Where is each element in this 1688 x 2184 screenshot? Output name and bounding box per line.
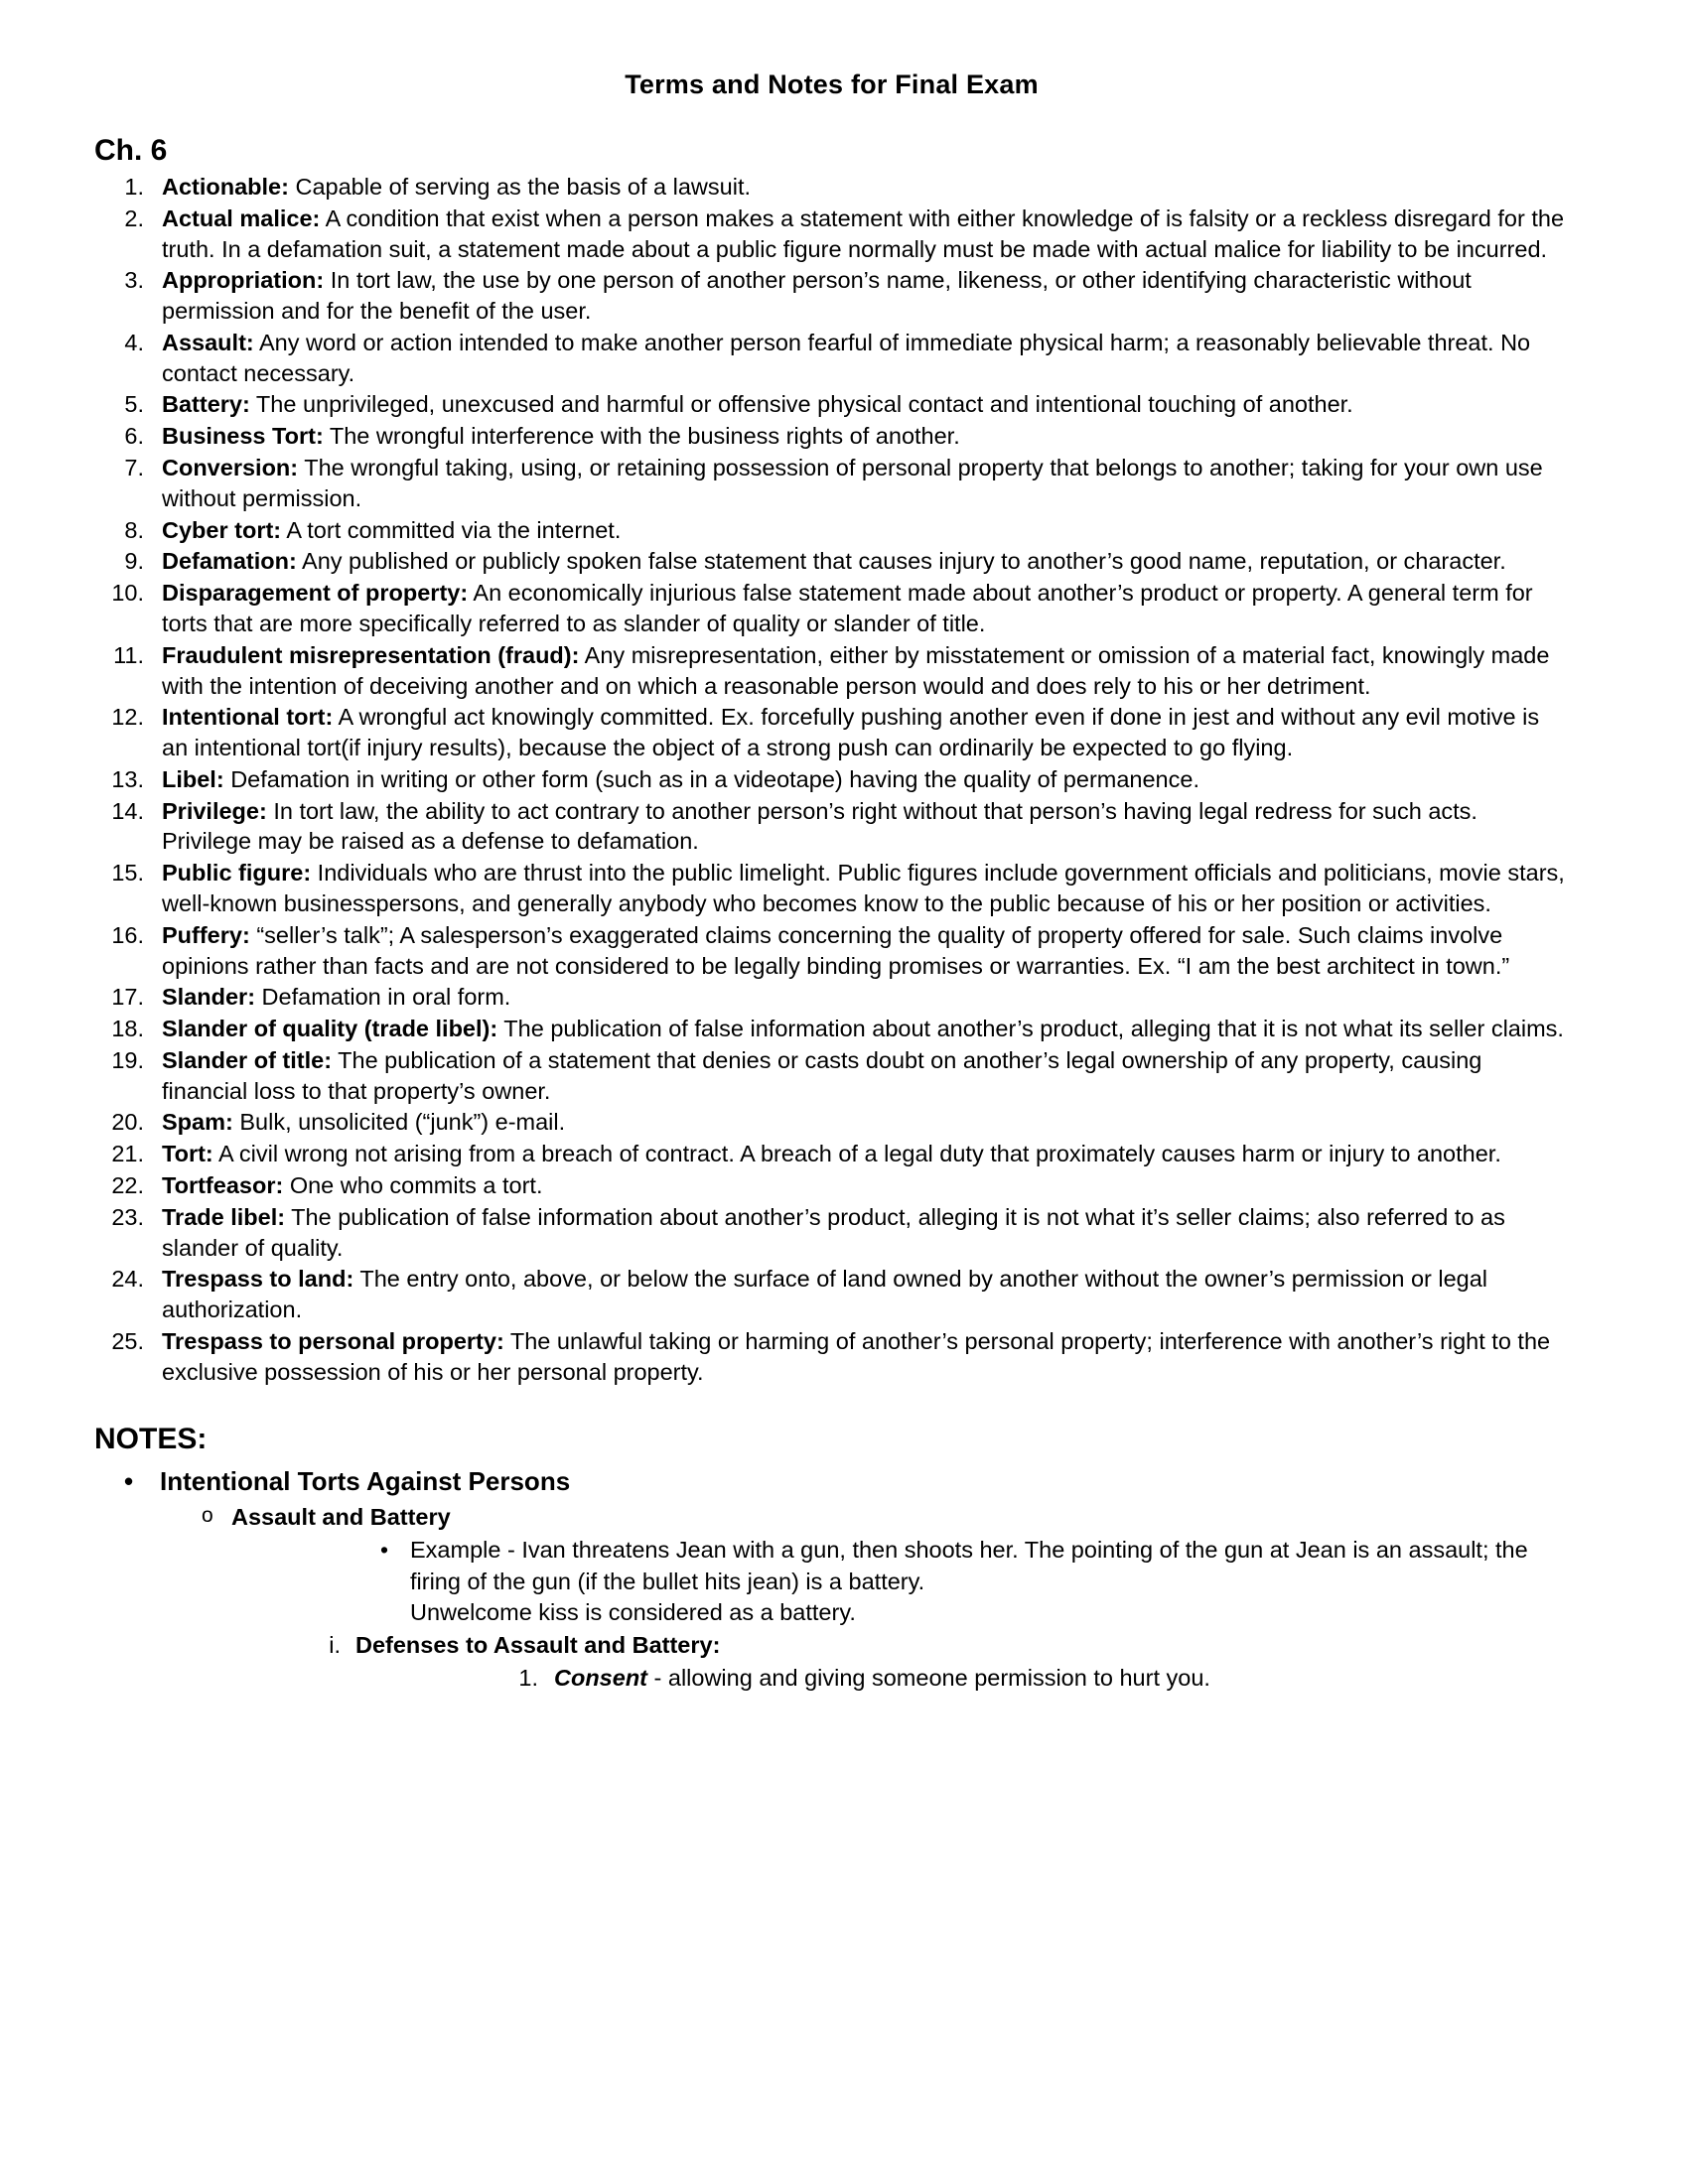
term-definition: The wrongful taking, using, or retaining possession of personal property that belongs to another; taking for your own use without permission. (162, 455, 1543, 511)
term-definition: In tort law, the use by one person of another person’s name, likeness, or other identifying characteristic without permission and for the benefit of the user. (162, 267, 1472, 325)
term-number: 2. (124, 205, 144, 231)
outline-label-level2: Assault and Battery (231, 1503, 451, 1530)
term-definition: The unprivileged, unexcused and harmful or offensive physical contact and intentional touching of another. (249, 391, 1353, 418)
outline-sublist-level2 (160, 1502, 1569, 1695)
term-number: 9. (124, 548, 144, 575)
term-name: Privilege: (162, 797, 267, 824)
term-name: Spam: (162, 1109, 233, 1136)
term-name: Appropriation: (162, 267, 325, 294)
term-definition: The entry onto, above, or below the surface of land owned by another without the owner’s permission or legal authorization. (162, 1266, 1488, 1323)
term-item (94, 453, 1569, 514)
term-item (94, 1045, 1569, 1107)
term-name: Trespass to personal property: (162, 1327, 504, 1354)
term-definition: Capable of serving as the basis of a lawsuit. (288, 174, 752, 200)
term-definition: In tort law, the ability to act contrary to another person’s right without that person’s having legal redress for such acts. Privilege may be raised as a defense to defamation. (162, 797, 1477, 855)
term-definition: Defamation in oral form. (255, 984, 511, 1011)
chapter-heading: Ch. 6 (94, 134, 168, 167)
term-definition: “seller’s talk”; A salesperson’s exaggerated claims concerning the quality of property offered for sale. Such claims involve opinions rather than facts and are not considered to be legally binding promises or warranties. Ex. “I am the best architect in town.” (162, 921, 1510, 979)
term-definition: Any word or action intended to make another person fearful of immediate physical harm; a reasonably believable threat. No contact necessary. (162, 329, 1531, 386)
term-number: 14. (111, 797, 144, 824)
outline-item-consent (355, 1663, 1569, 1694)
term-name: Conversion: (162, 455, 299, 481)
term-item (94, 858, 1569, 919)
term-name: Puffery: (162, 921, 250, 948)
term-name: Slander: (162, 984, 256, 1011)
term-item (94, 1202, 1569, 1264)
term-number: 25. (111, 1327, 144, 1354)
term-item (94, 1107, 1569, 1138)
term-number: 22. (111, 1172, 144, 1198)
term-item (94, 764, 1569, 795)
term-item (94, 1264, 1569, 1325)
circle-bullet-icon: o (202, 1503, 213, 1527)
term-definition: One who commits a tort. (283, 1172, 543, 1198)
outline-item-defenses (231, 1630, 1569, 1695)
term-item (94, 796, 1569, 858)
term-name: Tort: (162, 1141, 213, 1167)
term-definition: A tort committed via the internet. (281, 516, 622, 543)
notes-outline (94, 1464, 1569, 1694)
term-definition: Bulk, unsolicited (“junk”) e-mail. (232, 1109, 566, 1136)
term-item (94, 172, 1569, 203)
term-number: 5. (124, 391, 144, 418)
term-name: Disparagement of property: (162, 580, 469, 607)
term-item (94, 578, 1569, 639)
outline-sublist-roman (231, 1630, 1569, 1695)
term-item (94, 421, 1569, 452)
term-item (94, 1170, 1569, 1201)
term-name: Slander of title: (162, 1046, 333, 1073)
term-name: Battery: (162, 391, 250, 418)
defense-term: Consent (554, 1665, 647, 1692)
term-number: 6. (124, 423, 144, 450)
term-number: 20. (111, 1109, 144, 1136)
term-number: 11. (113, 641, 144, 668)
outline-sublist-level3 (231, 1535, 1569, 1628)
term-item (94, 982, 1569, 1013)
term-name: Public figure: (162, 860, 312, 887)
term-name: Fraudulent misrepresentation (fraud): (162, 641, 580, 668)
term-item (94, 1326, 1569, 1388)
term-name: Tortfeasor: (162, 1172, 284, 1198)
term-item (94, 640, 1569, 702)
page-title: Terms and Notes for Final Exam (625, 69, 1039, 99)
term-definition: The publication of false information about another’s product, alleging that it is not what its seller claims. (497, 1016, 1564, 1042)
term-item (94, 546, 1569, 577)
example-text-line-1: Example - Ivan threatens Jean with a gun, then shoots her. The pointing of the gun at Jean is an assault; the firing of the gun (if the bullet hits jean) is a battery. (410, 1537, 1528, 1594)
term-number: 15. (111, 860, 144, 887)
term-number: 10. (111, 580, 144, 607)
term-item (94, 389, 1569, 420)
term-definition: The publication of a statement that denies or casts doubt on another’s legal ownership of any property, causing financial loss to that property’s owner. (162, 1046, 1482, 1104)
term-definition: The wrongful interference with the business rights of another. (323, 423, 960, 450)
term-number: 8. (124, 516, 144, 543)
example-text-line-2: Unwelcome kiss is considered as a battery. (410, 1598, 856, 1625)
term-definition: The unlawful taking or harming of another’s personal property; interference with another’s right to the exclusive possession of his or her personal property. (162, 1327, 1551, 1385)
term-number: 4. (124, 329, 144, 355)
term-number: 24. (111, 1266, 144, 1293)
term-number: 19. (111, 1046, 144, 1073)
outline-sublist-numbered (355, 1663, 1569, 1694)
term-number: 1. (124, 174, 144, 200)
term-item (94, 920, 1569, 982)
notes-heading: NOTES: (94, 1423, 208, 1456)
outline-item-level2 (160, 1502, 1569, 1695)
term-item (94, 515, 1569, 546)
term-definition: A condition that exist when a person makes a statement with either knowledge of is falsity or a reckless disregard for the truth. In a defamation suit, a statement made about a public figure normally must be made with actual malice for liability to be incurred. (162, 205, 1565, 262)
defenses-label: Defenses to Assault and Battery: (355, 1632, 721, 1659)
term-definition: An economically injurious false statement made about another’s product or property. A general term for torts that are more specifically referred to as slander of quality or slander of title. (162, 580, 1533, 636)
bullet-icon: • (124, 1466, 134, 1497)
term-item (94, 1139, 1569, 1169)
term-name: Defamation: (162, 548, 297, 575)
term-name: Intentional tort: (162, 704, 334, 731)
term-name: Libel: (162, 765, 224, 792)
term-definition: Any misrepresentation, either by misstatement or omission of a material fact, knowingly made with the intention of deceiving another and on which a reasonable person would and does rely to his or her detriment. (162, 641, 1550, 699)
term-name: Business Tort: (162, 423, 324, 450)
term-item (94, 1014, 1569, 1044)
term-number: 3. (124, 267, 144, 294)
term-number: 21. (111, 1141, 144, 1167)
term-number: 18. (111, 1016, 144, 1042)
term-number: 23. (111, 1203, 144, 1230)
outline-label-level1: Intentional Torts Against Persons (160, 1466, 571, 1497)
term-name: Assault: (162, 329, 254, 355)
bullet-icon: • (380, 1537, 389, 1564)
term-number: 17. (111, 984, 144, 1011)
term-number: 13. (111, 765, 144, 792)
term-definition: Defamation in writing or other form (such as in a videotape) having the quality of permanence. (223, 765, 1199, 792)
term-name: Actual malice: (162, 205, 321, 231)
term-number: 12. (111, 704, 144, 731)
outline-item-level1 (94, 1464, 1569, 1694)
term-name: Trespass to land: (162, 1266, 354, 1293)
term-number: 7. (124, 455, 144, 481)
term-item (94, 265, 1569, 327)
term-item (94, 702, 1569, 763)
term-definition: A wrongful act knowingly committed. Ex. forcefully pushing another even if done in jest and without any evil motive is an intentional tort(if injury results), because the object of a strong push can ordinarily be expected to go flying. (162, 704, 1540, 761)
terms-list (94, 172, 1569, 1387)
term-name: Slander of quality (trade libel): (162, 1016, 498, 1042)
outline-item-example (231, 1535, 1569, 1628)
defense-text: - allowing and giving someone permission to hurt you. (647, 1665, 1210, 1692)
term-number: 16. (111, 921, 144, 948)
term-definition: The publication of false information about another’s product, alleging it is not what it’s seller claims; also referred to as slander of quality. (162, 1203, 1505, 1261)
term-name: Cyber tort: (162, 516, 282, 543)
term-name: Trade libel: (162, 1203, 286, 1230)
term-definition: Any published or publicly spoken false statement that causes injury to another’s good name, reputation, or character. (296, 548, 1506, 575)
term-definition: Individuals who are thrust into the public limelight. Public figures include government officials and politicians, movie stars, well-known businesspersons, and generally anybody who becomes know to the public because of his or her position or activities. (162, 860, 1565, 916)
term-definition: A civil wrong not arising from a breach of contract. A breach of a legal duty that proximately causes harm or injury to another. (212, 1141, 1501, 1167)
roman-number: i. (329, 1632, 341, 1659)
term-name: Actionable: (162, 174, 289, 200)
term-item (94, 204, 1569, 265)
term-item (94, 328, 1569, 389)
item-number: 1. (518, 1665, 538, 1692)
